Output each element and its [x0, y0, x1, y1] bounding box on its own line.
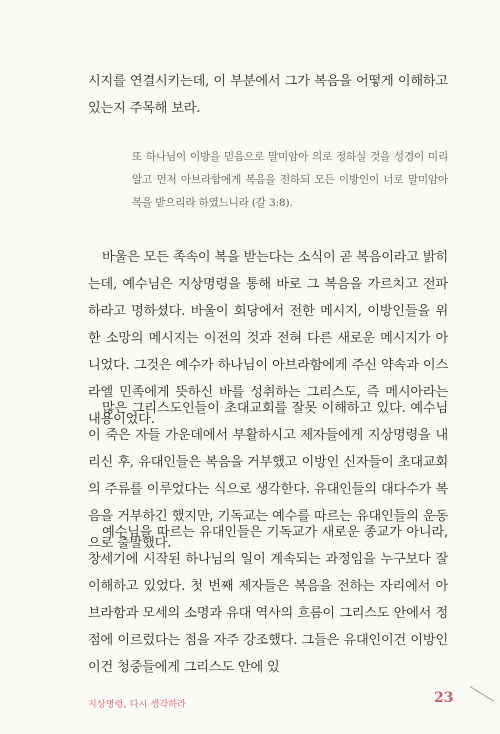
- corner-divider: [470, 686, 494, 702]
- body-paragraph: 바울은 모든 족속이 복을 받는다는 소식이 곧 복음이라고 밝히는데, 예수님은 지상명령을 통해 바로 그 복음을 가르치고 전파하라고 명하셨다. 바울이 회당에서 전한 메시지, 이방인들을 위한 소망의 메시지는 이전의 것과 전혀 다른 새로운 메시지가 아니었다. 그것은 예수가 하나님이 아브라함에게 주신 약속과 이스라엘 민족에게 뜻하신 바를 성취하는 그리스도, 즉 메시아라는 내용이었다.: [88, 250, 448, 427]
- running-footer-title: 지상명령, 다시 생각하라: [88, 700, 187, 710]
- body-paragraph: 많은 그리스도인들이 초대교회를 잘못 이해하고 있다. 예수님이 죽은 자들 가운데에서 부활하시고 제자들에게 지상명령을 내리신 후, 유대인들은 복음을 거부했고 이방인 신자들이 초대교회의 주류를 이루었다는 식으로 생각한다. 유대인들의 대다수가 복음을 거부하긴 했지만, 기독교는 예수를 따르는 유대인들의 운동으로 출발했다.: [88, 401, 448, 551]
- body-paragraph: 예수님을 따르는 유대인들은 기독교가 새로운 종교가 아니라, 창세기에 시작된 하나님의 일이 계속되는 과정임을 누구보다 잘 이해하고 있었다. 첫 번째 제자들은 복음을 전하는 자리에서 아브라함과 모세의 소명과 유대 역사의 흐름이 그리스도 안에서 정점에 이르렀다는 점을 자주 강조했다. 그들은 유대인이건 이방인이건 청중들에게 그리스도 안에 있: [88, 525, 448, 675]
- page-number: 23: [434, 690, 454, 706]
- body-paragraph-intro: 시지를 연결시키는데, 이 부분에서 그가 복음을 어떻게 이해하고 있는지 주목해 보라.: [88, 74, 448, 116]
- scripture-quote: 또 하나님이 이방을 믿음으로 말미암아 의로 정하실 것을 성경이 미리 알고 먼저 아브라함에게 복음을 전하되 모든 이방인이 너로 말미암아 복을 받으리라 하였느니라 (갈 3:8).: [132, 151, 448, 209]
